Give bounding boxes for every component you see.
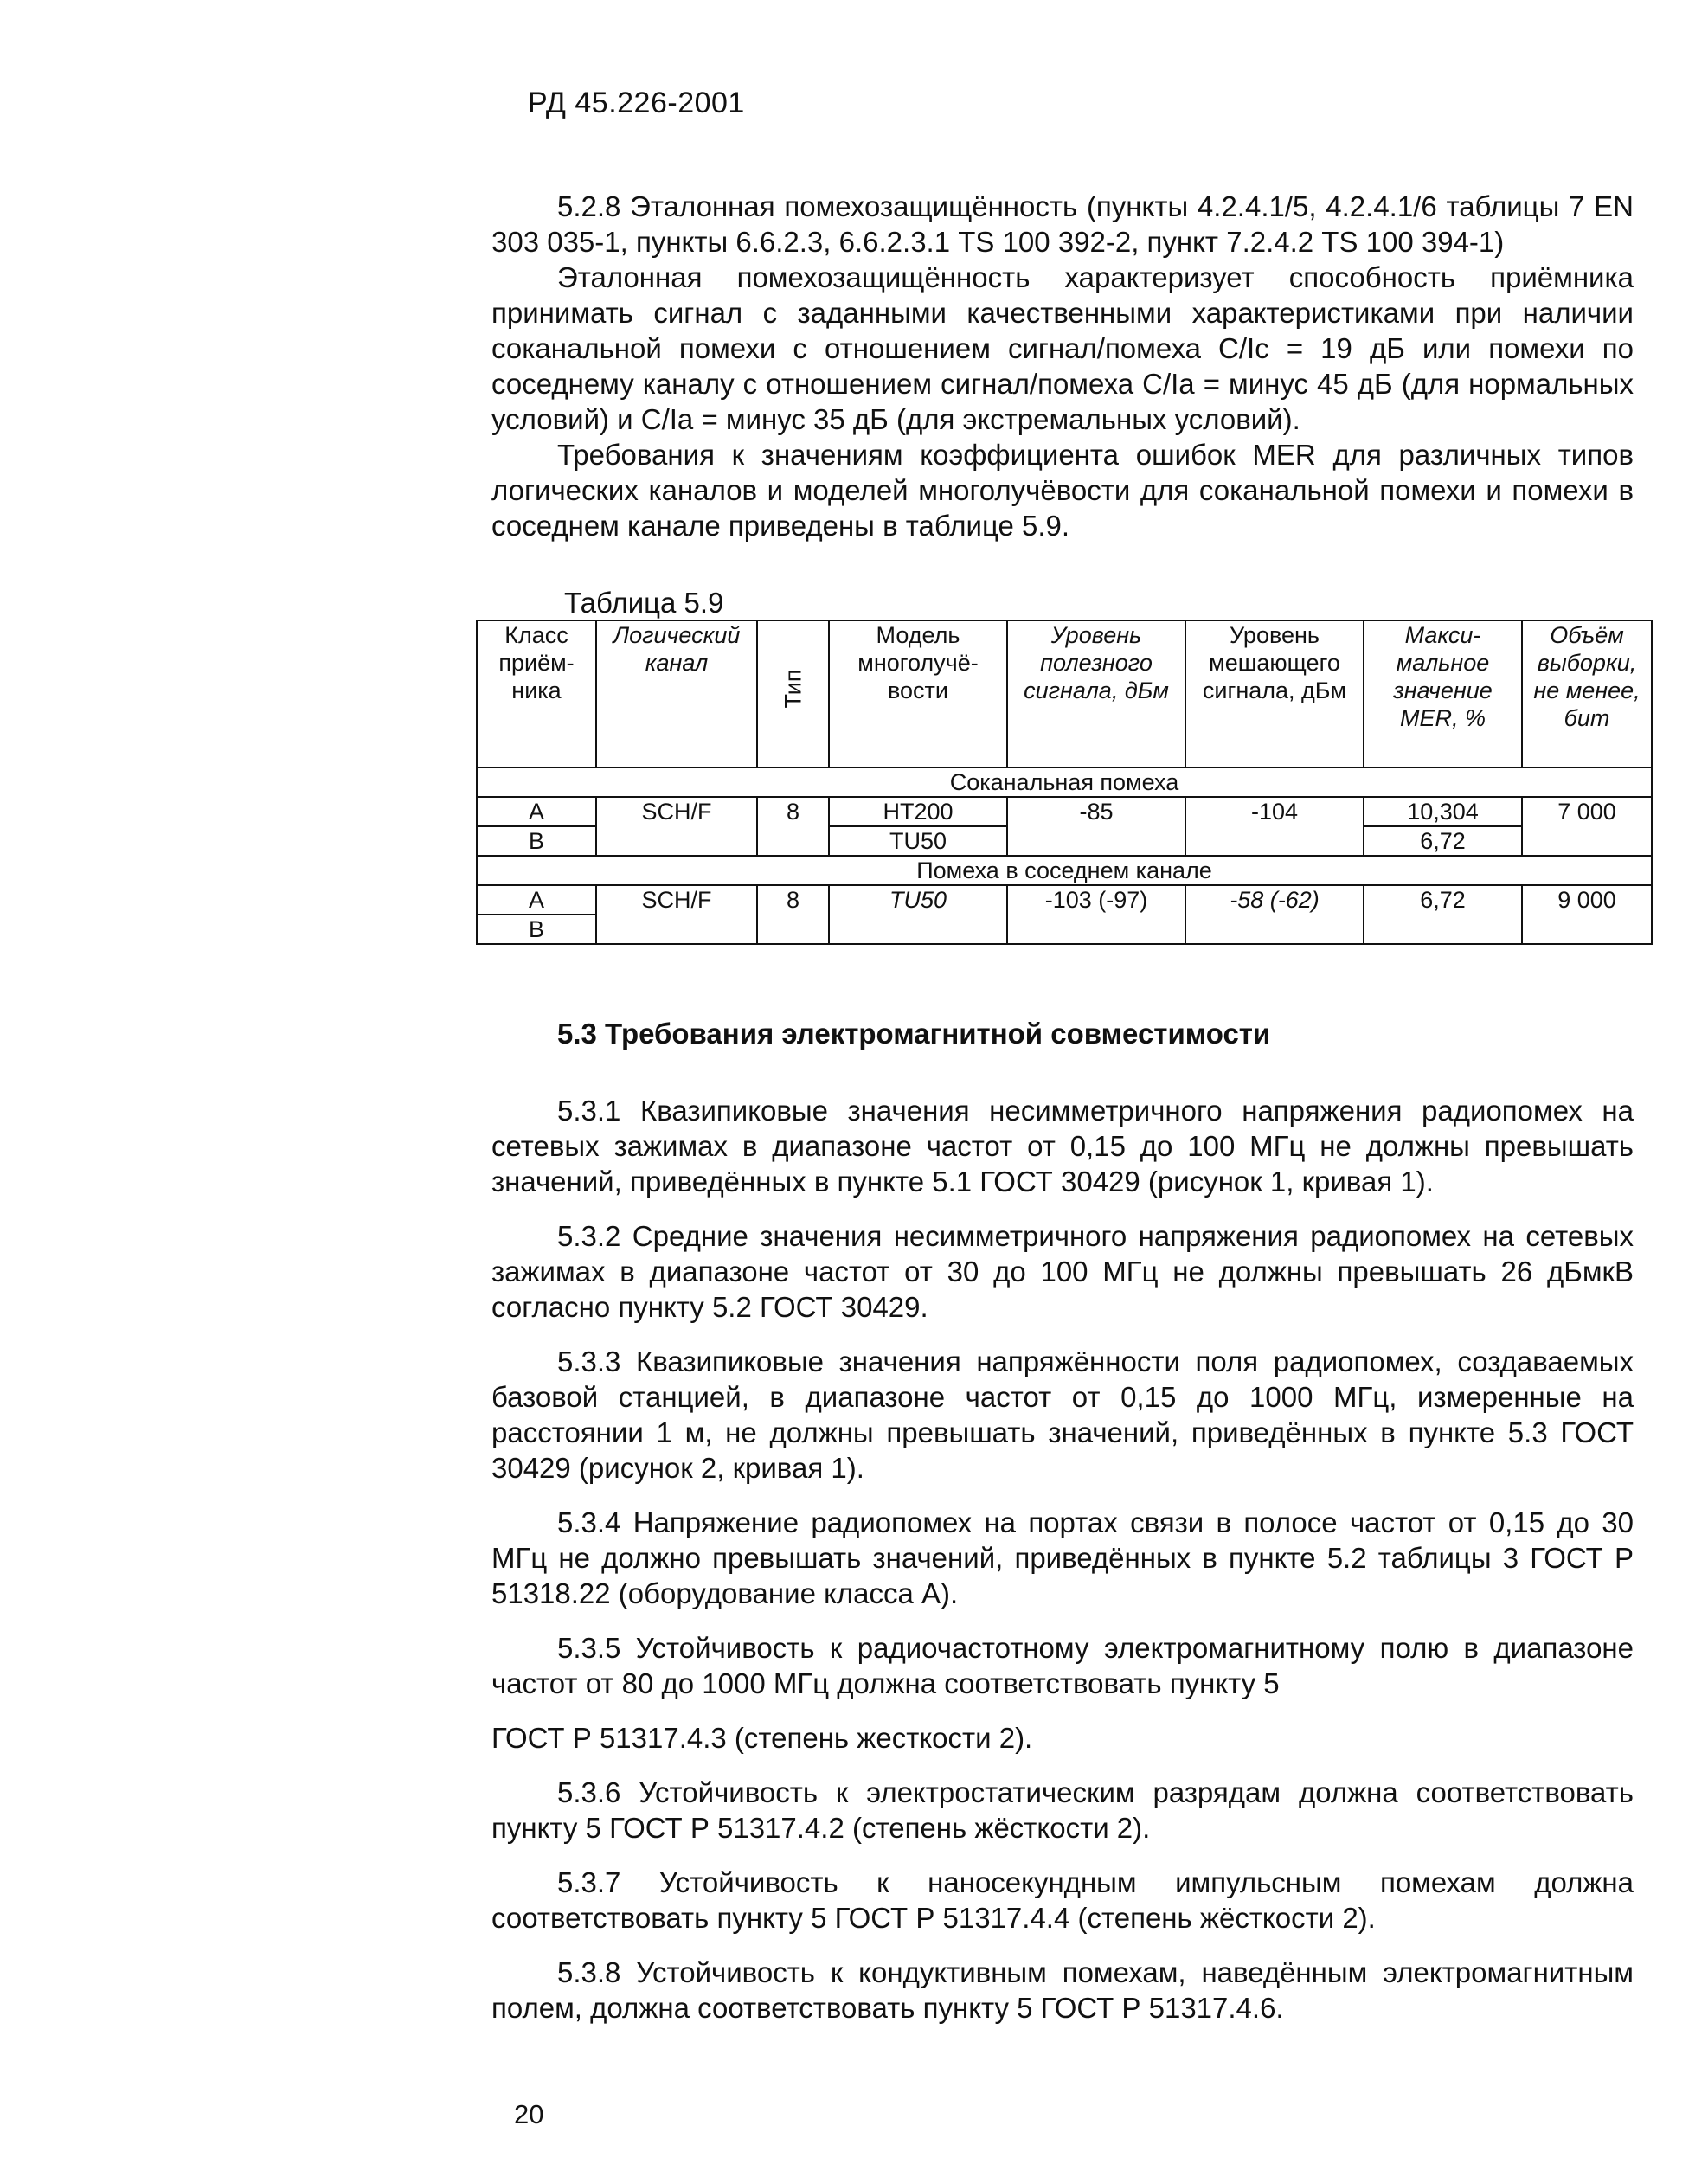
paragraph-5-3-8: 5.3.8 Устойчивость к кондуктивным помехам, наведённым электромагнитным полем, должна соответствовать пункту 5 ГОСТ Р 51317.4.6. (491, 1956, 1634, 2024)
paragraph-5-3-2: 5.3.2 Средние значения несимметричного напряжения радиопомех на сетевых зажимах в диапазоне частот от 30 до 100 МГц не должны превышать 26 дБмкВ согласно пункту 5.2 ГОСТ 30429. (491, 1220, 1634, 1323)
cell-class: B (477, 915, 596, 944)
cell-mer: 6,72 (1364, 826, 1522, 856)
paragraph-5-2-8: 5.2.8 Эталонная помехозащищённость (пункты 4.2.4.1/5, 4.2.4.1/6 таблицы 7 EN 303 035-1, пункты 6.6.2.3, 6.6.2.3.1 TS 100 392-2, пункт 7.2.4.2 TS 100 394-1) (491, 190, 1634, 258)
header-type-label: Тип (780, 669, 806, 709)
paragraph-mer-requirements: Требования к значениям коэффициента ошибок MER для различных типов логических каналов и моделей многолучёвости для соканальной помехи и помехи в соседнем канале приведены в таблице 5.9. (491, 439, 1634, 542)
cell-volume: 7 000 (1522, 797, 1652, 856)
cell-class: A (477, 885, 596, 915)
cell-type: 8 (757, 885, 829, 944)
header-volume: Объём выборки, не менее, бит (1522, 620, 1652, 767)
paragraph-5-3-7: 5.3.7 Устойчивость к наносекундным импульсным помехам должна соответствовать пункту 5 ГОСТ Р 51317.4.4 (степень жёсткости 2). (491, 1866, 1634, 1934)
header-type (757, 620, 829, 767)
cell-model: HT200 (829, 797, 1007, 826)
header-model: Модель многолучё-вости (829, 620, 1007, 767)
paragraph-5-3-4: 5.3.4 Напряжение радиопомех на портах связи в полосе частот от 0,15 до 30 МГц не должно превышать значений, приведённых в пункте 5.2 таблицы 3 ГОСТ Р 51318.22 (оборудование класса А). (491, 1506, 1634, 1609)
header-interf: Уровень мешающего сигнала, дБм (1185, 620, 1364, 767)
header-class: Класс приём-ника (477, 620, 596, 767)
cell-model: TU50 (829, 826, 1007, 856)
cell-type: 8 (757, 797, 829, 856)
table-row (477, 885, 1652, 915)
document-header: РД 45.226-2001 (528, 87, 745, 119)
cell-model: TU50 (829, 885, 1007, 944)
paragraph-5-3-6: 5.3.6 Устойчивость к электростатическим разрядам должна соответствовать пункту 5 ГОСТ Р 51317.4.2 (степень жёсткости 2). (491, 1776, 1634, 1844)
section-title-adjacent: Помеха в соседнем канале (477, 856, 1652, 885)
paragraph-5-3-5: 5.3.5 Устойчивость к радиочастотному электромагнитному полю в диапазоне частот от 80 до 1000 МГц должна соответствовать пункту 5 (491, 1632, 1634, 1699)
cell-channel: SCH/F (596, 885, 757, 944)
paragraph-5-3-1: 5.3.1 Квазипиковые значения несимметричного напряжения радиопомех на сетевых зажимах в диапазоне частот от 0,15 до 100 МГц не должны превышать значений, приведённых в пункте 5.1 ГОСТ 30429 (рисунок 1, кривая 1). (491, 1095, 1634, 1198)
page-number: 20 (514, 2099, 544, 2129)
cell-class: B (477, 826, 596, 856)
cell-mer: 6,72 (1364, 885, 1522, 944)
page-content (491, 189, 1641, 2026)
cell-volume: 9 000 (1522, 885, 1652, 944)
table-caption: Таблица 5.9 (564, 587, 724, 619)
cell-channel: SCH/F (596, 797, 757, 856)
cell-mer: 10,304 (1364, 797, 1522, 826)
header-useful: Уровень полезного сигнала, дБм (1007, 620, 1185, 767)
section-title-5-3: 5.3 Требования электромагнитной совместимости (557, 1018, 1271, 1050)
header-channel: Логический канал (596, 620, 757, 767)
section-title-cochannel: Соканальная помеха (477, 767, 1652, 797)
cell-interf: -104 (1185, 797, 1364, 856)
cell-interf: -58 (-62) (1185, 885, 1364, 944)
header-mer: Макси-мальное значение MER, % (1364, 620, 1522, 767)
cell-useful: -85 (1007, 797, 1185, 856)
table-row (477, 797, 1652, 826)
cell-useful: -103 (-97) (1007, 885, 1185, 944)
table-header-row (477, 620, 1652, 767)
paragraph-5-3-3: 5.3.3 Квазипиковые значения напряжённости поля радиопомех, создаваемых базовой станцией, в диапазоне частот от 0,15 до 1000 МГц, измеренные на расстоянии 1 м, не должны превышать значений, приведённых в пункте 5.3 ГОСТ 30429 (рисунок 2, кривая 1). (491, 1345, 1634, 1484)
section-row-cochannel (477, 767, 1652, 797)
table-5-9 (476, 620, 1653, 945)
paragraph-reference-immunity: Эталонная помехозащищённость характеризует способность приёмника принимать сигнал с заданными качественными характеристиками при наличии соканальной помехи с отношением сигнал/помеха C/Ic = 19 дБ или помехи по соседнему каналу с отношением сигнал/помеха C/Ia = минус 45 дБ (для нормальных условий) и C/Ia = минус 35 дБ (для экстремальных условий). (491, 261, 1634, 435)
section-row-adjacent (477, 856, 1652, 885)
paragraph-5-3-5-cont: ГОСТ Р 51317.4.3 (степень жесткости 2). (491, 1722, 1033, 1754)
cell-class: A (477, 797, 596, 826)
